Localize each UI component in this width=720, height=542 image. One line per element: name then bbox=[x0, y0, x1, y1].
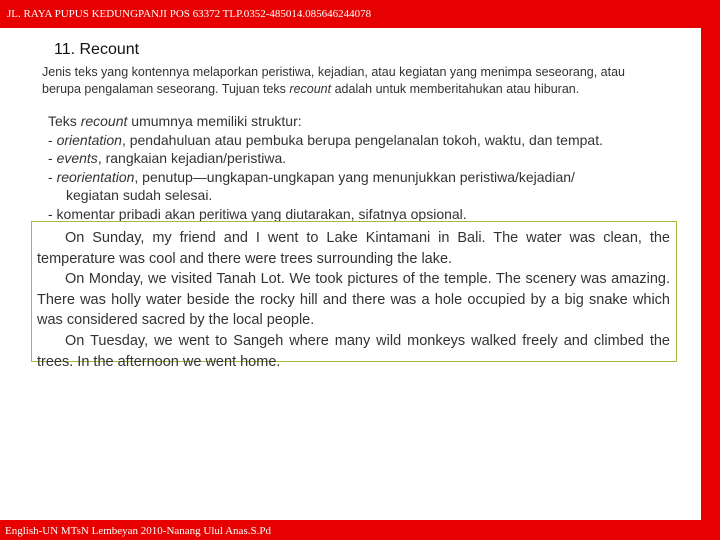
example-paragraph-monday: On Monday, we visited Tanah Lot. We took pictures of the temple. The scenery was amazing. There was holly water beside the rocky hill and there was a hole occupied by a big snake which was considered sacred by the local people. bbox=[37, 271, 670, 329]
footer-bar bbox=[0, 520, 720, 540]
structure-item-continuation: kegiatan sudah selesai. bbox=[66, 187, 213, 203]
structure-list bbox=[48, 112, 708, 223]
structure-item-events: - events, rangkaian kejadian/peristiwa. bbox=[48, 150, 287, 166]
definition-line-1: Jenis teks yang kontennya melaporkan peristiwa, kejadian, atau kegiatan yang menimpa seseorang, atau bbox=[42, 65, 625, 79]
structure-item-comment: - komentar pribadi akan peritiwa yang diutarakan, sifatnya opsional. bbox=[48, 205, 467, 222]
structure-intro: Teks recount umumnya memiliki struktur: bbox=[48, 113, 302, 129]
footer-text: English-UN MTsN Lembeyan 2010-Nanang Ulul Anas.S.Pd bbox=[5, 525, 271, 537]
right-side-bar bbox=[701, 28, 720, 520]
example-paragraph-sunday: On Sunday, my friend and I went to Lake Kintamani in Bali. The water was clean, the temperature was cool and there were trees surrounding the lake. bbox=[37, 230, 670, 267]
header-address: JL. RAYA PUPUS KEDUNGPANJI POS 63372 TLP.0352-485014.085646244078 bbox=[7, 8, 372, 20]
definition-line-2: berupa pengalaman seseorang. Tujuan teks recount adalah untuk memberitahukan atau hiburan. bbox=[42, 82, 580, 96]
section-title: 11. Recount bbox=[54, 41, 140, 58]
example-paragraph-tuesday: On Tuesday, we went to Sangeh where many wild monkeys walked freely and climbed the trees. In the afternoon we went home. bbox=[37, 332, 670, 370]
recount-definition bbox=[42, 64, 702, 98]
example-text-box bbox=[31, 221, 677, 370]
header-bar bbox=[0, 0, 720, 28]
structure-item-orientation: - orientation, pendahuluan atau pembuka berupa pengelanalan tokoh, waktu, dan tempat. bbox=[48, 131, 603, 148]
structure-item-reorientation: - reorientation, penutup—ungkapan-ungkapan yang menunjukkan peristiwa/kejadian/ bbox=[48, 168, 575, 185]
